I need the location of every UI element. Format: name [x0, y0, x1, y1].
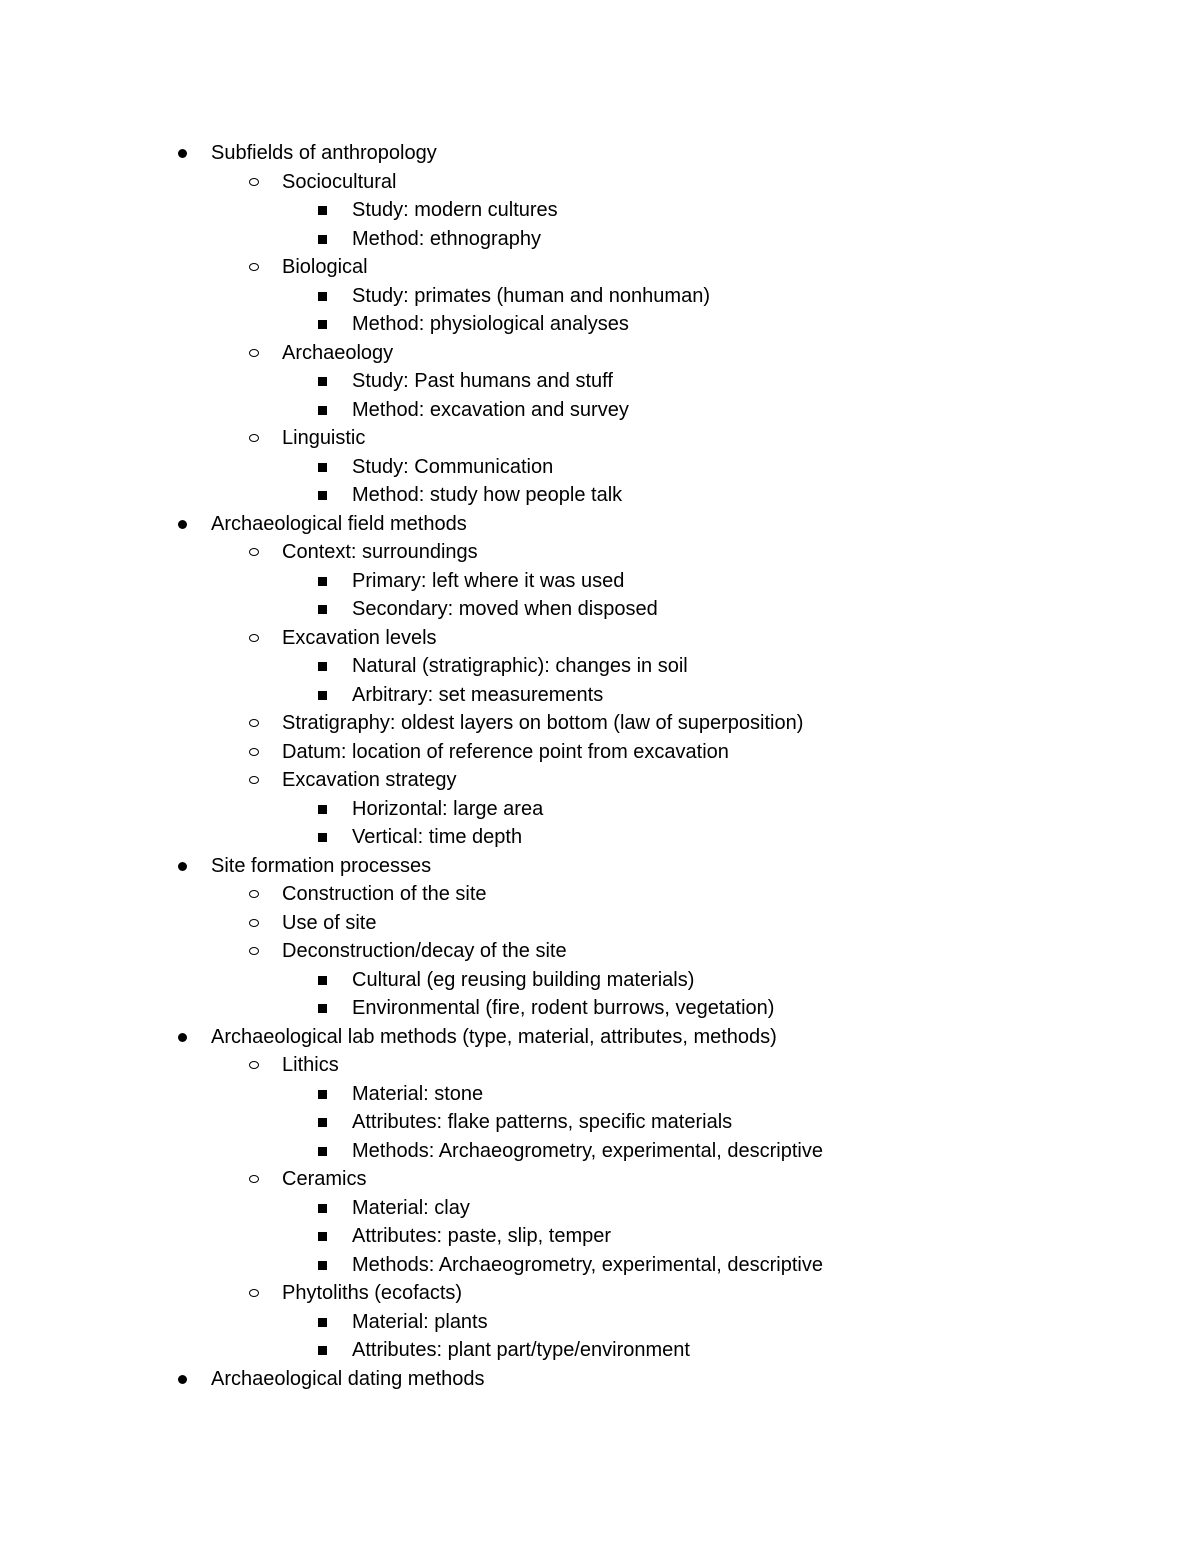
- item-text: Archaeological lab methods (type, material, attributes, methods): [211, 1025, 777, 1048]
- filled-circle-bullet-icon: [178, 149, 187, 158]
- sub-bullet-item: [0, 1165, 1200, 1194]
- square-bullet-icon: [318, 1147, 327, 1156]
- item-text: Construction of the site: [282, 883, 487, 905]
- sub-sub-bullet-item: [0, 595, 1200, 624]
- square-bullet-icon: [318, 491, 327, 500]
- item-text: Archaeological field methods: [211, 512, 467, 535]
- sub-sub-bullet-item: [0, 823, 1200, 852]
- square-bullet-icon: [318, 320, 327, 329]
- square-bullet-icon: [318, 206, 327, 215]
- item-text: Lithics: [282, 1054, 339, 1076]
- item-text: Secondary: moved when disposed: [352, 598, 658, 620]
- hollow-circle-bullet-icon: [249, 890, 259, 898]
- sub-bullet-item: [0, 766, 1200, 795]
- hollow-circle-bullet-icon: [249, 776, 259, 784]
- sub-sub-bullet-item: [0, 1222, 1200, 1251]
- square-bullet-icon: [318, 605, 327, 614]
- hollow-circle-bullet-icon: [249, 634, 259, 642]
- sub-sub-bullet-item: [0, 1251, 1200, 1280]
- item-text: Primary: left where it was used: [352, 569, 625, 592]
- hollow-circle-bullet-icon: [249, 1175, 259, 1183]
- bullet-item: [0, 852, 1200, 881]
- filled-circle-bullet-icon: [178, 862, 187, 871]
- hollow-circle-bullet-icon: [249, 548, 259, 556]
- square-bullet-icon: [318, 976, 327, 985]
- sub-sub-bullet-item: [0, 1137, 1200, 1166]
- bullet-item: [0, 139, 1200, 168]
- bullet-item: [0, 510, 1200, 539]
- sub-sub-bullet-item: [0, 1108, 1200, 1137]
- item-text: Context: surroundings: [282, 541, 478, 563]
- square-bullet-icon: [318, 235, 327, 244]
- sub-sub-bullet-item: [0, 367, 1200, 396]
- sub-bullet-item: [0, 168, 1200, 197]
- hollow-circle-bullet-icon: [249, 349, 259, 357]
- sub-bullet-item: [0, 1279, 1200, 1308]
- item-text: Excavation levels: [282, 626, 437, 649]
- item-text: Method: study how people talk: [352, 484, 623, 506]
- sub-bullet-item: [0, 709, 1200, 738]
- item-text: Study: primates (human and nonhuman): [352, 284, 710, 307]
- square-bullet-icon: [318, 662, 327, 671]
- square-bullet-icon: [318, 377, 327, 386]
- item-text: Horizontal: large area: [352, 797, 544, 820]
- sub-bullet-item: [0, 253, 1200, 282]
- square-bullet-icon: [318, 577, 327, 586]
- item-text: Attributes: flake patterns, specific materials: [352, 1111, 733, 1133]
- item-text: Deconstruction/decay of the site: [282, 940, 567, 962]
- item-text: Subfields of anthropology: [211, 142, 437, 164]
- square-bullet-icon: [318, 833, 327, 842]
- item-text: Methods: Archaeogrometry, experimental, descriptive: [352, 1253, 823, 1276]
- item-text: Study: Past humans and stuff: [352, 370, 613, 392]
- sub-sub-bullet-item: [0, 225, 1200, 254]
- hollow-circle-bullet-icon: [249, 1061, 259, 1069]
- square-bullet-icon: [318, 805, 327, 814]
- hollow-circle-bullet-icon: [249, 748, 259, 756]
- sub-sub-bullet-item: [0, 681, 1200, 710]
- item-text: Attributes: plant part/type/environment: [352, 1339, 690, 1361]
- sub-bullet-item: [0, 937, 1200, 966]
- sub-bullet-item: [0, 880, 1200, 909]
- filled-circle-bullet-icon: [178, 1033, 187, 1042]
- sub-bullet-item: [0, 738, 1200, 767]
- hollow-circle-bullet-icon: [249, 1289, 259, 1297]
- square-bullet-icon: [318, 463, 327, 472]
- sub-sub-bullet-item: [0, 966, 1200, 995]
- sub-bullet-item: [0, 424, 1200, 453]
- sub-sub-bullet-item: [0, 453, 1200, 482]
- sub-sub-bullet-item: [0, 1080, 1200, 1109]
- item-text: Use of site: [282, 911, 377, 934]
- item-text: Environmental (fire, rodent burrows, vegetation): [352, 997, 775, 1019]
- sub-bullet-item: [0, 1051, 1200, 1080]
- hollow-circle-bullet-icon: [249, 434, 259, 442]
- item-text: Vertical: time depth: [352, 826, 523, 848]
- square-bullet-icon: [318, 1232, 327, 1241]
- hollow-circle-bullet-icon: [249, 719, 259, 727]
- item-text: Method: ethnography: [352, 227, 542, 250]
- item-text: Material: plants: [352, 1310, 488, 1333]
- hollow-circle-bullet-icon: [249, 263, 259, 271]
- sub-bullet-item: [0, 909, 1200, 938]
- sub-sub-bullet-item: [0, 994, 1200, 1023]
- sub-sub-bullet-item: [0, 567, 1200, 596]
- sub-bullet-item: [0, 538, 1200, 567]
- item-text: Sociocultural: [282, 170, 397, 193]
- hollow-circle-bullet-icon: [249, 919, 259, 927]
- hollow-circle-bullet-icon: [249, 178, 259, 186]
- item-text: Method: excavation and survey: [352, 398, 629, 421]
- square-bullet-icon: [318, 406, 327, 415]
- item-text: Datum: location of reference point from excavation: [282, 740, 729, 763]
- item-text: Archaeological dating methods: [211, 1367, 485, 1390]
- item-text: Site formation processes: [211, 854, 432, 877]
- sub-sub-bullet-item: [0, 1336, 1200, 1365]
- item-text: Natural (stratigraphic): changes in soil: [352, 655, 688, 677]
- sub-sub-bullet-item: [0, 795, 1200, 824]
- sub-sub-bullet-item: [0, 396, 1200, 425]
- item-text: Ceramics: [282, 1168, 367, 1190]
- square-bullet-icon: [318, 1118, 327, 1127]
- sub-sub-bullet-item: [0, 1194, 1200, 1223]
- sub-sub-bullet-item: [0, 1308, 1200, 1337]
- item-text: Archaeology: [282, 341, 394, 364]
- square-bullet-icon: [318, 1004, 327, 1013]
- bullet-item: [0, 1023, 1200, 1052]
- item-text: Methods: Archaeogrometry, experimental, descriptive: [352, 1139, 823, 1162]
- filled-circle-bullet-icon: [178, 1375, 187, 1384]
- square-bullet-icon: [318, 1346, 327, 1355]
- sub-sub-bullet-item: [0, 481, 1200, 510]
- item-text: Material: stone: [352, 1082, 484, 1105]
- item-text: Material: clay: [352, 1196, 470, 1219]
- item-text: Excavation strategy: [282, 769, 457, 791]
- item-text: Linguistic: [282, 427, 366, 449]
- item-text: Phytoliths (ecofacts): [282, 1282, 463, 1304]
- sub-sub-bullet-item: [0, 652, 1200, 681]
- sub-sub-bullet-item: [0, 310, 1200, 339]
- sub-sub-bullet-item: [0, 196, 1200, 225]
- hollow-circle-bullet-icon: [249, 947, 259, 955]
- square-bullet-icon: [318, 1090, 327, 1099]
- item-text: Attributes: paste, slip, temper: [352, 1225, 612, 1247]
- square-bullet-icon: [318, 292, 327, 301]
- square-bullet-icon: [318, 1318, 327, 1327]
- item-text: Stratigraphy: oldest layers on bottom (law of superposition): [282, 712, 804, 734]
- bullet-item: [0, 1365, 1200, 1394]
- item-text: Biological: [282, 256, 368, 278]
- square-bullet-icon: [318, 691, 327, 700]
- item-text: Arbitrary: set measurements: [352, 683, 604, 706]
- item-text: Study: modern cultures: [352, 199, 558, 221]
- sub-sub-bullet-item: [0, 282, 1200, 311]
- filled-circle-bullet-icon: [178, 520, 187, 529]
- item-text: Method: physiological analyses: [352, 313, 629, 335]
- sub-bullet-item: [0, 624, 1200, 653]
- square-bullet-icon: [318, 1204, 327, 1213]
- item-text: Study: Communication: [352, 455, 554, 478]
- sub-bullet-item: [0, 339, 1200, 368]
- square-bullet-icon: [318, 1261, 327, 1270]
- item-text: Cultural (eg reusing building materials): [352, 968, 695, 991]
